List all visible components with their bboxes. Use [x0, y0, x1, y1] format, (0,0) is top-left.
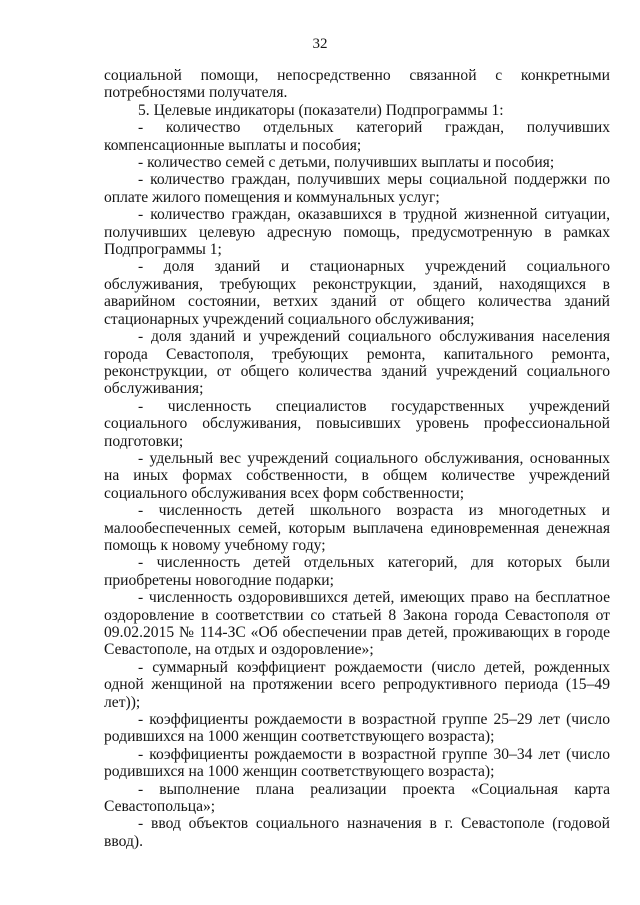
section-heading: 5. Целевые индикаторы (показатели) Подпрограммы 1:	[138, 101, 504, 119]
indicator-item: - численность специалистов государственных учреждений социального обслуживания, повысивших уровень профессиональной подготовки;	[104, 397, 610, 450]
indicator-item: - количество отдельных категорий граждан, получивших компенсационные выплаты и пособия;	[104, 119, 610, 154]
document-body	[104, 67, 610, 850]
indicator-item: - удельный вес учреждений социального обслуживания, основанных на иных формах собственности, в общем количестве учреждений социального обслуживания всех форм собственности;	[104, 449, 610, 502]
indicator-item: - коэффициенты рождаемости в возрастной группе 25–29 лет (число родившихся на 1000 женщин соответствующего возраста);	[104, 711, 610, 746]
page-number: 32	[312, 36, 328, 52]
indicator-item: - выполнение плана реализации проекта «Социальная карта Севастопольца»;	[104, 780, 610, 816]
indicator-item: - ввод объектов социального назначения в г. Севастополе (годовой ввод).	[104, 815, 610, 850]
indicator-item: - доля зданий и стационарных учреждений социального обслуживания, требующих реконструкции, зданий, находящихся в аварийном состоянии, ветхих зданий от общего количества зданий стационарных учреждений социального обслуживания;	[104, 258, 610, 328]
indicator-item: - численность детей школьного возраста из многодетных и малообеспеченных семей, которым выплачена единовременная денежная помощь к новому учебному году;	[104, 502, 610, 554]
indicator-item: - количество граждан, оказавшихся в трудной жизненной ситуации, получивших целевую адресную помощь, предусмотренную в рамках Подпрограммы 1;	[104, 206, 610, 259]
indicator-item: - количество граждан, получивших меры социальной поддержки по оплате жилого помещения и коммунальных услуг;	[104, 171, 610, 206]
indicator-item: - суммарный коэффициент рождаемости (число детей, рожденных одной женщиной на протяжении всего репродуктивного периода (15–49 лет));	[104, 658, 610, 711]
paragraph-continuation: социальной помощи, непосредственно связанной с конкретными потребностями получателя.	[104, 67, 610, 102]
indicator-item: - количество семей с детьми, получивших выплаты и пособия;	[138, 154, 555, 172]
indicator-item: - коэффициенты рождаемости в возрастной группе 30–34 лет (число родившихся на 1000 женщин соответствующего возраста);	[104, 745, 610, 781]
indicator-item: - численность детей отдельных категорий, для которых были приобретены новогодние подарки;	[104, 554, 610, 589]
indicator-item: - численность оздоровившихся детей, имеющих право на бесплатное оздоровление в соответствии со статьей 8 Закона города Севастополя от 09.02.2015 № 114-ЗС «Об обеспечении прав детей, проживающих в городе Севастополе, на отдых и оздоровление»;	[104, 589, 610, 659]
indicator-item: - доля зданий и учреждений социального обслуживания населения города Севастополя, требующих ремонта, капитального ремонта, реконструкции, от общего количества зданий учреждений социального обслуживания;	[104, 328, 610, 398]
